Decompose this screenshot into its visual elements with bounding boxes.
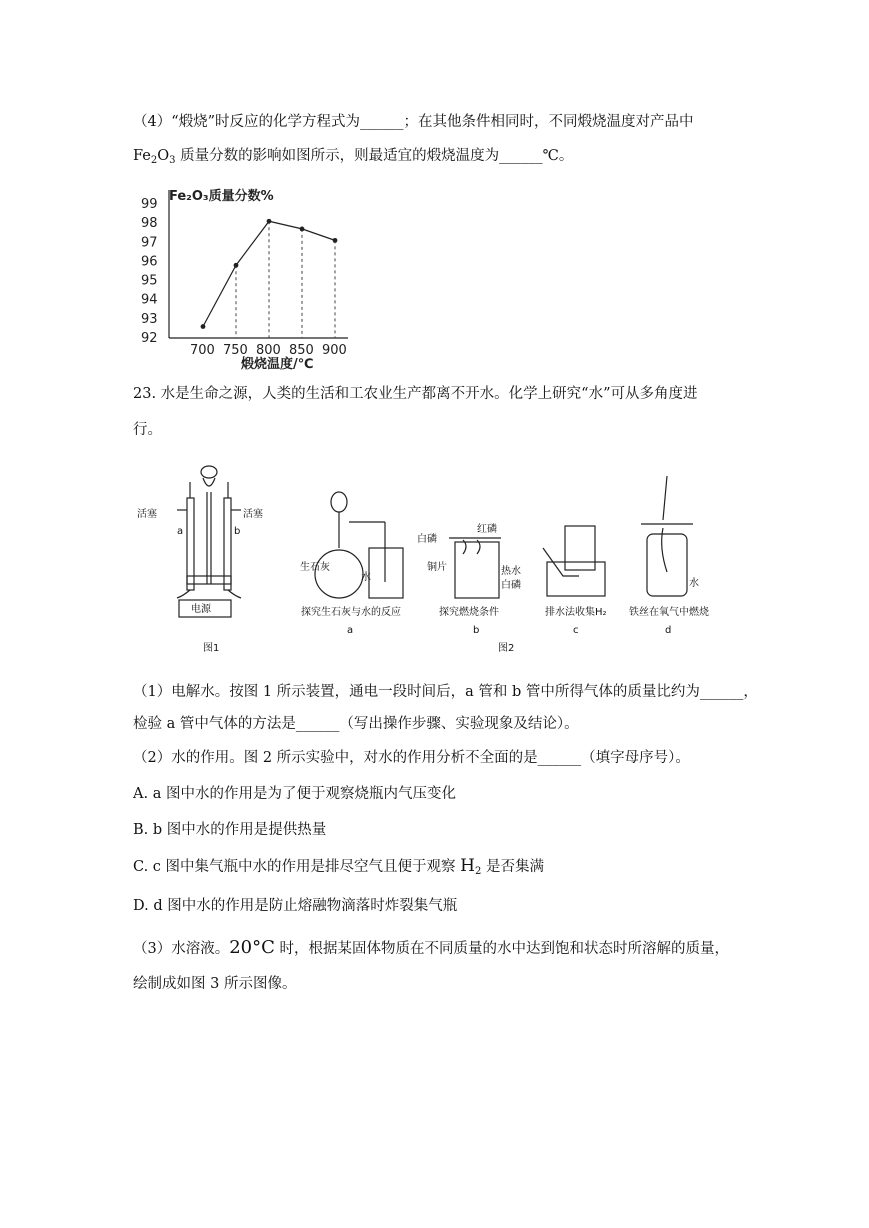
y-tick-labels	[141, 197, 158, 346]
x-tick-labels	[190, 343, 347, 358]
q23-stem-line2: 行。	[133, 422, 162, 438]
q22-part4-line2	[133, 146, 573, 171]
q23-part1-line2: 检验 a 管中气体的方法是______（写出操作步骤、实验现象及结论）。	[133, 716, 579, 732]
data-point	[267, 219, 272, 224]
series-line	[203, 221, 335, 326]
fig2b-hot-water-label: 热水	[501, 566, 521, 577]
q23-stem-line1: 23. 水是生命之源，人类的生活和工农业生产都离不开水。化学上研究“水”可从多角度进	[133, 386, 698, 402]
x-tick-label: 750	[223, 343, 248, 358]
part3-label: （3）水溶液。	[133, 941, 230, 957]
q23-part2-line1: （2）水的作用。图 2 所示实验中，对水的作用分析不全面的是______（填字母序号）。	[133, 750, 690, 766]
fig2c-letter: c	[573, 625, 579, 636]
fig2-caption: 图2	[498, 643, 515, 654]
fig1-stopcock-right-label: 活塞	[243, 509, 263, 520]
y-tick-label: 95	[141, 273, 158, 289]
fig1-tube-b-label: b	[234, 526, 241, 537]
fe2o3-temperature-chart	[133, 178, 358, 370]
fig1-caption: 图1	[203, 643, 220, 654]
q23-part1-line1: （1）电解水。按图 1 所示装置，通电一段时间后，a 管和 b 管中所得气体的质量比约为______，	[133, 684, 758, 700]
option-c-text: C. c 图中集气瓶中水的作用是排尽空气且便于观察	[133, 859, 461, 875]
fig2a-water-label: 水	[361, 572, 371, 583]
fig2a-caption: 探究生石灰与水的反应	[301, 607, 401, 618]
y-tick-label: 96	[141, 254, 158, 270]
experiment-figures	[133, 462, 743, 660]
fe2o3-sub2: 2	[150, 155, 158, 166]
fig1-power-label: 电源	[191, 604, 211, 615]
fig2a-letter: a	[347, 625, 354, 636]
fe2o3-o: O	[157, 148, 170, 164]
q22-part4-line1: （4）“煅烧”时反应的化学方程式为______；在其他条件相同时，不同煅烧温度对产品中	[133, 114, 694, 130]
option-d: D. d 图中水的作用是防止熔融物滴落时炸裂集气瓶	[133, 898, 458, 914]
x-tick-label: 700	[190, 343, 215, 358]
q23-part3-line1	[133, 938, 729, 959]
option-c	[133, 856, 544, 882]
fig1-tube-a-label: a	[177, 526, 184, 537]
fig2d-letter: d	[665, 625, 672, 636]
part3-text: 时，根据某固体物质在不同质量的水中达到饱和状态时所溶解的质量，	[274, 941, 730, 957]
fig2d-water-label: 水	[689, 578, 699, 589]
y-tick-label: 99	[141, 197, 158, 212]
fig2b-caption: 探究燃烧条件	[439, 607, 499, 618]
fig2a-quicklime-label: 生石灰	[300, 562, 330, 573]
fe2o3-fe: Fe	[133, 148, 151, 164]
option-c-h: H	[460, 856, 475, 876]
y-tick-label: 98	[141, 216, 158, 232]
x-tick-label: 850	[289, 343, 314, 358]
option-b: B. b 图中水的作用是提供热量	[133, 822, 327, 838]
option-a: A. a 图中水的作用是为了便于观察烧瓶内气压变化	[133, 786, 456, 802]
option-c-h-sub: 2	[474, 866, 482, 877]
dashed-drop-lines	[236, 221, 335, 338]
fig2b-white-phosphorus-label: 白磷	[417, 534, 437, 545]
x-tick-label: 900	[322, 343, 347, 358]
data-point	[300, 226, 305, 231]
fig1-stopcock-left-label: 活塞	[137, 509, 157, 520]
x-axis-label: 煅烧温度/℃	[241, 357, 314, 370]
q23-part3-line2: 绘制成如图 3 所示图像。	[133, 976, 297, 992]
fig2b-apparatus	[449, 538, 501, 598]
fig2b-letter: b	[473, 625, 480, 636]
data-point	[333, 238, 338, 243]
data-point	[234, 263, 239, 268]
part3-temperature: 20°C	[229, 937, 275, 958]
fig2d-caption: 铁丝在氧气中燃烧	[629, 607, 709, 618]
fe2o3-sub3: 3	[169, 155, 176, 166]
fig2d-apparatus	[641, 476, 693, 596]
fig2b-copper-label: 铜片	[427, 562, 447, 573]
option-c-text-end: 是否集满	[481, 859, 544, 875]
q22-part4-line2-text: 质量分数的影响如图所示，则最适宜的煅烧温度为______℃。	[175, 148, 574, 164]
y-tick-label: 93	[141, 311, 158, 327]
fig2b-red-phosphorus-label: 红磷	[477, 524, 497, 535]
data-point	[201, 324, 206, 329]
y-tick-label: 97	[141, 235, 158, 251]
y-tick-label: 92	[141, 331, 158, 346]
fig2b-white-phosphorus2-label: 白磷	[501, 580, 521, 591]
chart-title: Fe₂O₃质量分数%	[169, 189, 274, 204]
fig1-electrolysis-apparatus	[177, 466, 241, 617]
y-tick-label: 94	[141, 292, 158, 308]
fig2c-caption: 排水法收集H₂	[545, 607, 607, 618]
x-tick-label: 800	[256, 343, 281, 358]
fig2c-apparatus	[543, 526, 605, 596]
fig2a-apparatus	[315, 492, 403, 598]
